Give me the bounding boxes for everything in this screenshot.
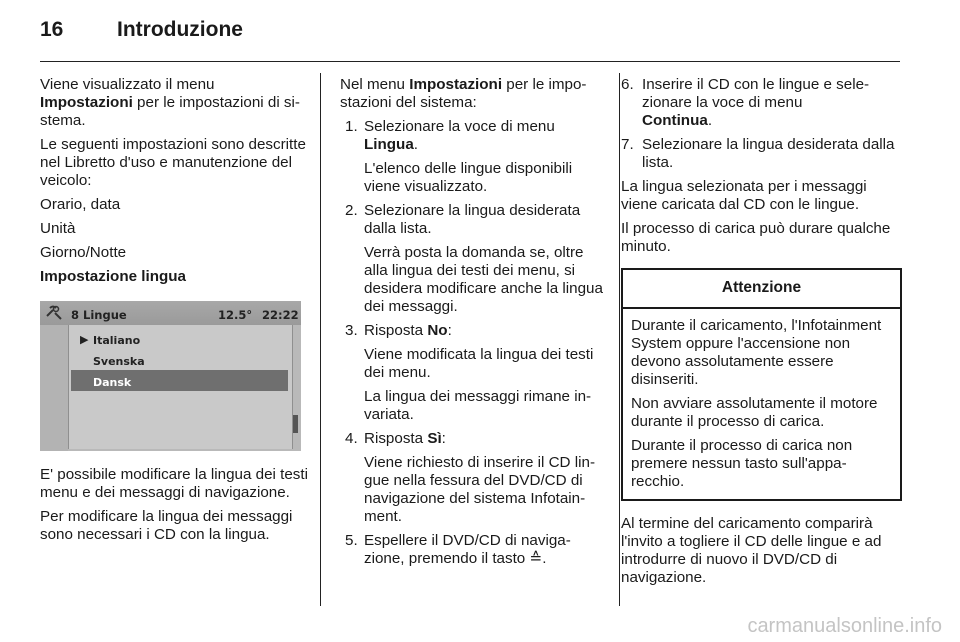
language-option-italiano[interactable] [71, 328, 288, 349]
step-number: 3. [345, 322, 358, 339]
step-6 [621, 76, 902, 130]
bold-term: Sì [427, 430, 442, 447]
step-note: L'elenco delle lingue disponibili viene visualizzato. [364, 160, 573, 195]
settings-icon [45, 304, 63, 320]
language-option-dansk[interactable] [71, 370, 288, 391]
paragraph [340, 76, 604, 112]
text: Selezionare la voce di menu [364, 118, 555, 135]
watermark: carmanualsonline.info [747, 615, 942, 637]
step-text: Selezionare la lingua desiderata dalla lista. [642, 136, 895, 171]
screen-temperature: 12.5° [218, 308, 253, 322]
play-arrow-icon: ▶ [80, 333, 89, 346]
bold-term: Continua [642, 112, 708, 129]
scrollbar-thumb[interactable] [293, 415, 298, 433]
step-note: La lingua dei messaggi rimane invariata. [364, 388, 592, 423]
step-3 [340, 322, 604, 424]
step-note: Viene modificata la lingua dei testi dei menu. [364, 346, 594, 381]
text: Viene visualizzato il menu [40, 76, 215, 93]
attention-paragraph: Durante il caricamento, l'Infotainment System oppure l'accensione non devono assolutamente essere disinseriti. [631, 317, 882, 388]
text: Nel menu [340, 76, 410, 93]
language-label: Svenska [93, 355, 145, 368]
steps-list-continued [621, 76, 902, 172]
step-7 [621, 136, 902, 172]
paragraph: Le seguenti impostazioni sono descritte nel Libretto d'uso e manutenzione del veicolo: [40, 136, 306, 189]
page-number: 16 [40, 18, 64, 41]
step-5 [340, 532, 604, 568]
bold-term: Lingua [364, 136, 414, 153]
steps-list [340, 118, 604, 568]
screen-side-strip [40, 325, 68, 451]
paragraph [40, 76, 308, 130]
text: Risposta [364, 322, 428, 339]
settings-item-units: Unità [40, 220, 76, 237]
text: : [447, 322, 452, 339]
step-note: Viene richiesto di inserire il CD lingue nella fessura del DVD/CD di navigazione del sistema Infotainment. [364, 454, 595, 525]
settings-item-day-night: Giorno/Notte [40, 244, 127, 261]
bold-term: Impostazioni [40, 94, 133, 111]
paragraph: Per modificare la lingua dei messaggi sono necessari i CD con la lingua. [40, 508, 293, 543]
text: Risposta [364, 430, 428, 447]
column-divider-1 [320, 73, 321, 606]
page-title: Introduzione [117, 18, 243, 41]
settings-item-time: Orario, data [40, 196, 121, 213]
text: per le impostazioni del sistema: [340, 76, 587, 111]
step-text: Espellere il DVD/CD di navigazione, premendo il tasto ≙. [364, 532, 571, 567]
paragraph: La lingua selezionata per i messaggi viene caricata dal CD con le lingue. [621, 178, 867, 213]
bold-term: Impostazioni [409, 76, 503, 93]
screen-title: 8 Lingue [71, 308, 127, 322]
text: . [413, 136, 419, 153]
column-1 [40, 76, 308, 550]
step-number: 6. [621, 76, 634, 93]
attention-body [623, 309, 900, 499]
attention-paragraph: Non avviare assolutamente il motore durante il processo di carica. [631, 395, 878, 430]
subheading: Impostazione lingua [40, 268, 186, 285]
column-2 [340, 76, 604, 574]
text: Inserire il CD con le lingue e selezionare la voce di menu [642, 76, 870, 111]
language-menu-screen [40, 301, 301, 451]
text: : [441, 430, 446, 447]
step-text: Selezionare la lingua desiderata dalla lista. [364, 202, 581, 237]
page-header [40, 18, 243, 42]
screen-title-bar [40, 301, 301, 325]
bold-term: No [427, 322, 448, 339]
step-2 [340, 202, 604, 316]
text: . [707, 112, 713, 129]
step-4 [340, 430, 604, 526]
step-number: 2. [345, 202, 358, 219]
step-number: 5. [345, 532, 358, 549]
step-number: 4. [345, 430, 358, 447]
column-3 [621, 76, 902, 593]
text: per le impostazioni di sistema. [40, 94, 300, 129]
column-divider-2 [619, 73, 620, 606]
language-label: Italiano [93, 334, 141, 347]
paragraph: Al termine del caricamento comparirà l'invito a togliere il CD delle lingue e ad introdurre di nuovo il DVD/CD di navigazione. [621, 515, 882, 586]
step-number: 1. [345, 118, 358, 135]
language-option-svenska[interactable] [71, 349, 288, 370]
attention-paragraph: Durante il processo di carica non premere nessun tasto sull'apparecchio. [631, 437, 853, 490]
paragraph: E' possibile modificare la lingua dei testi menu e dei messaggi di navigazione. [40, 466, 308, 501]
attention-title: Attenzione [623, 270, 900, 309]
paragraph: Il processo di carica può durare qualche minuto. [621, 220, 891, 255]
attention-box [621, 268, 902, 501]
screen-clock: 22:22 [262, 308, 299, 322]
language-label: Dansk [93, 376, 132, 389]
step-1 [340, 118, 604, 196]
header-rule [40, 61, 900, 62]
step-note: Verrà posta la domanda se, oltre alla lingua dei testi dei menu, si desidera modificare anche la lingua dei messaggi. [364, 244, 603, 315]
step-number: 7. [621, 136, 634, 153]
